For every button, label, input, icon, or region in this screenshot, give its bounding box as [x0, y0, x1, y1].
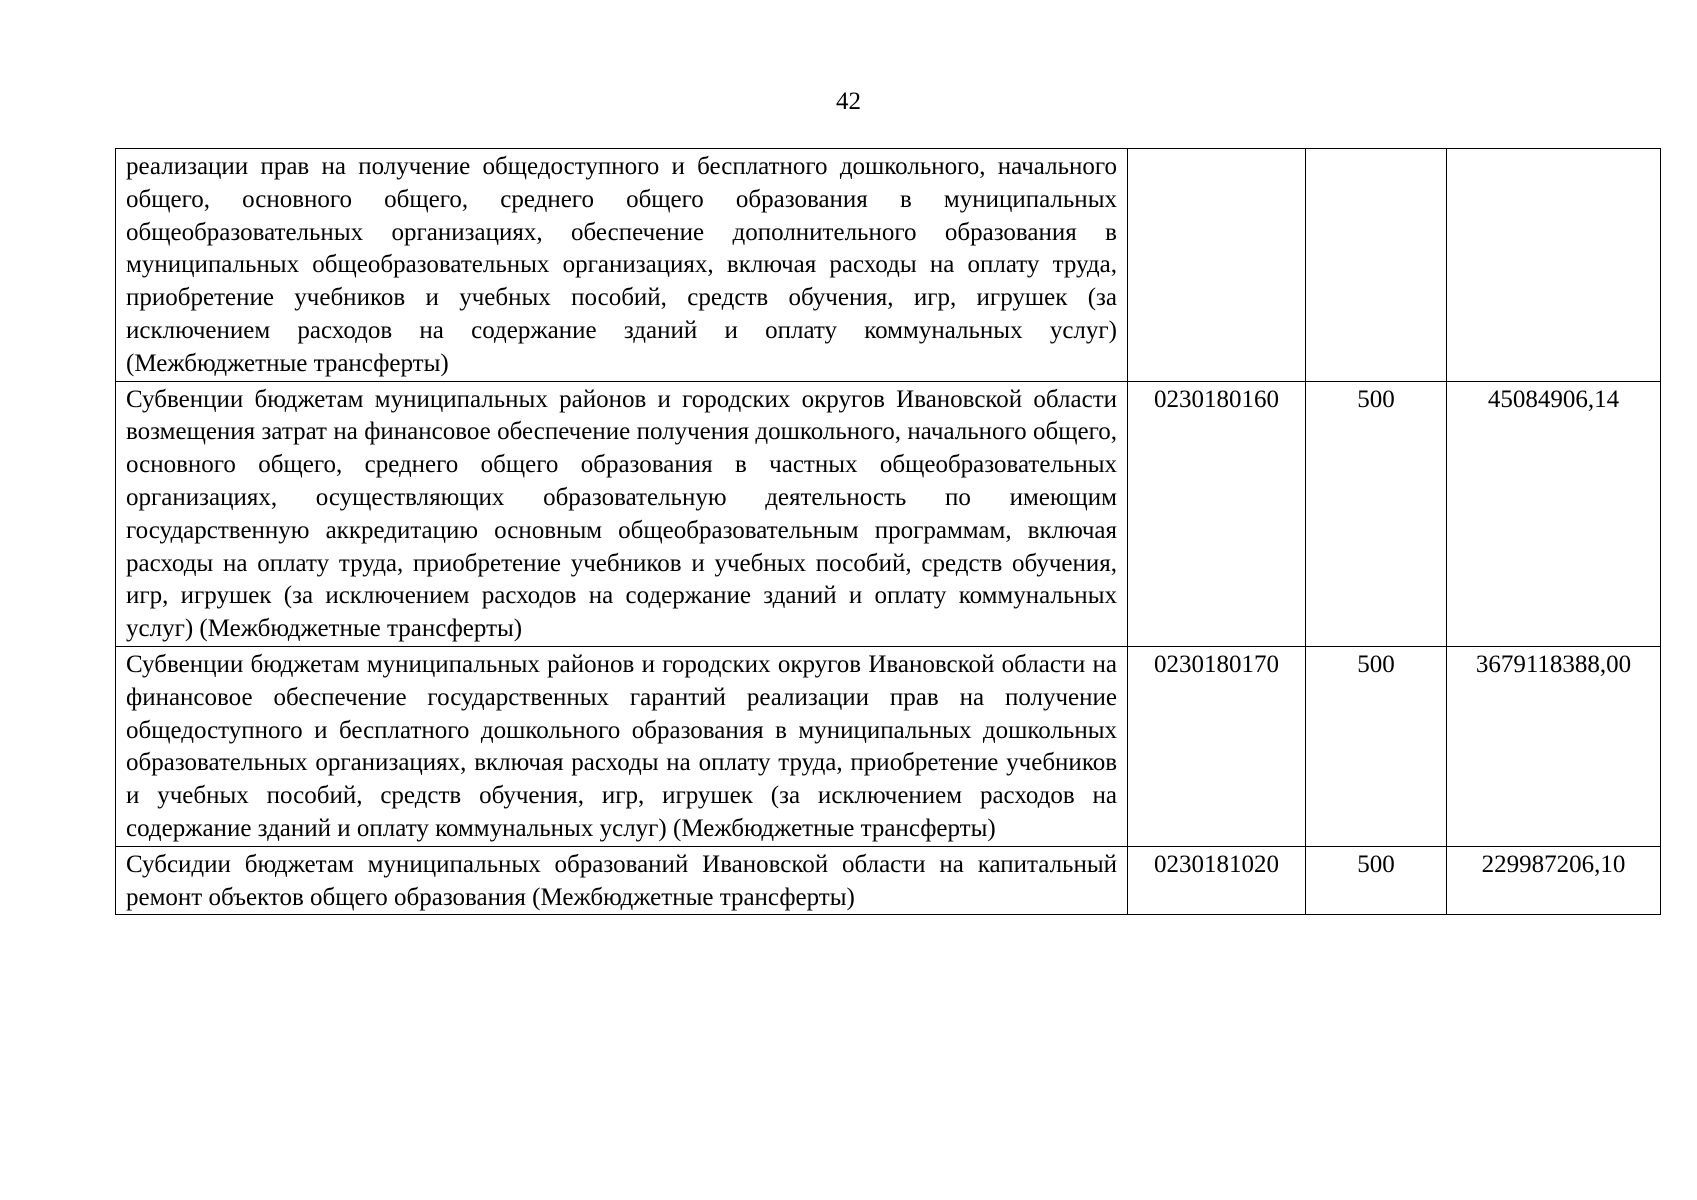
row-description: Субвенции бюджетам муниципальных районов и городских округов Ивановской области возмещения затрат на финансовое обеспечение получения дошкольного, начального общего, основного общего, среднего общего образования в частных общеобразовательных организациях, осуществляющих образовательную деятельность по имеющим государственную аккредитацию основным общеобразовательным программам, включая расходы на оплату труда, приобретение учебников и учебных пособий, средств обучения, игр, игрушек (за исключением расходов на содержание зданий и оплату коммунальных услуг) (Межбюджетные трансферты) [116, 381, 1128, 646]
table-row [116, 381, 1661, 646]
row-expense-type: 500 [1306, 646, 1447, 846]
row-amount: 3679118388,00 [1447, 646, 1661, 846]
row-expense-type: 500 [1306, 381, 1447, 646]
table-row [116, 846, 1661, 915]
row-target-code: 0230181020 [1128, 846, 1306, 915]
budget-table [115, 148, 1661, 915]
page-number: 42 [836, 88, 861, 115]
row-description: Субвенции бюджетам муниципальных районов и городских округов Ивановской области на финансовое обеспечение государственных гарантий реализации прав на получение общедоступного и бесплатного дошкольного образования в муниципальных дошкольных образовательных организациях, включая расходы на оплату труда, приобретение учебников и учебных пособий, средств обучения, игр, игрушек (за исключением расходов на содержание зданий и оплату коммунальных услуг) (Межбюджетные трансферты) [116, 646, 1128, 846]
row-amount: 229987206,10 [1447, 846, 1661, 915]
row-target-code [1128, 149, 1306, 382]
row-target-code: 0230180160 [1128, 381, 1306, 646]
row-expense-type [1306, 149, 1447, 382]
row-amount: 45084906,14 [1447, 381, 1661, 646]
table-row [116, 646, 1661, 846]
row-amount [1447, 149, 1661, 382]
row-target-code: 0230180170 [1128, 646, 1306, 846]
table-row [116, 149, 1661, 382]
row-expense-type: 500 [1306, 846, 1447, 915]
row-description: Субсидии бюджетам муниципальных образований Ивановской области на капитальный ремонт объектов общего образования (Межбюджетные трансферты) [116, 846, 1128, 915]
row-description: реализации прав на получение общедоступного и бесплатного дошкольного, начального общего, основного общего, среднего общего образования в муниципальных общеобразовательных организациях, обеспечение дополнительного образования в муниципальных общеобразовательных организациях, включая расходы на оплату труда, приобретение учебников и учебных пособий, средств обучения, игр, игрушек (за исключением расходов на содержание зданий и оплату коммунальных услуг) (Межбюджетные трансферты) [116, 149, 1128, 382]
